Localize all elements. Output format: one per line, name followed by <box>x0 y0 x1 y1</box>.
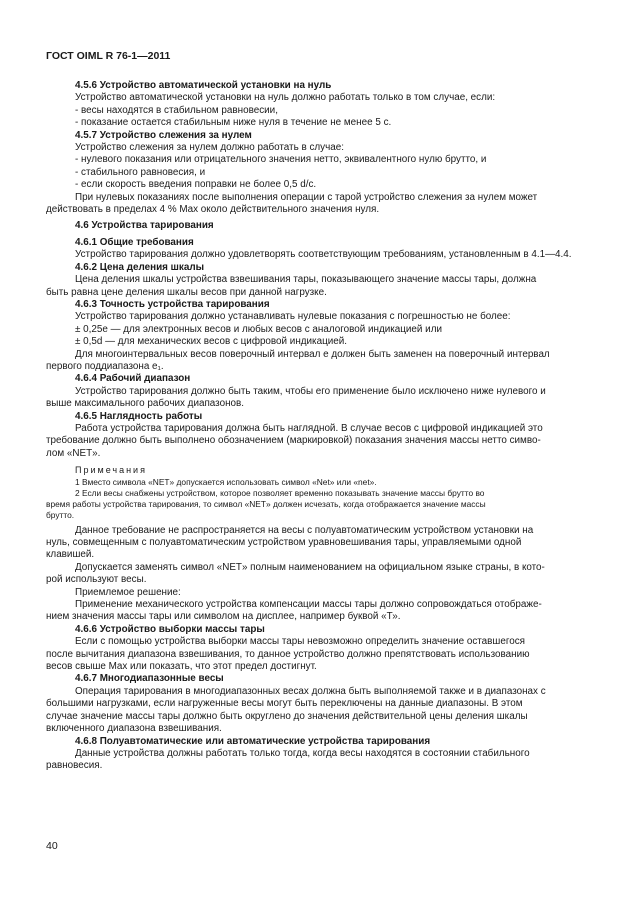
text-line: равновесия. <box>46 760 103 772</box>
text-line: рой используют весы. <box>46 574 147 586</box>
text-line: Устройство слежения за нулем должно работать в случае: <box>75 142 344 154</box>
text-line: первого поддиапазона e₁. <box>46 360 164 372</box>
text-line: действовать в пределах 4 % Max около действительного значения нуля. <box>46 204 380 216</box>
section-heading: 4.6.3 Точность устройства тарирования <box>75 298 270 310</box>
section-heading: 4.6.7 Многодиапазонные весы <box>75 673 224 685</box>
text-line: после вычитания диапазона взвешивания, то данное устройство должно препятствовать использованию <box>46 648 530 660</box>
text-line: - показание остается стабильным ниже нуля в течение не менее 5 с. <box>75 117 392 129</box>
text-line: При нулевых показаниях после выполнения операции с тарой устройство слежения за нулем может <box>75 191 538 203</box>
text-line: Устройство тарирования должно быть таким, чтобы его применение было исключено ниже нулевого и <box>75 385 546 397</box>
text-line: включенного диапазона взвешивания. <box>46 723 222 735</box>
text-line: - если скорость введения поправки не более 0,5 d/c. <box>75 179 317 191</box>
section-heading: 4.6.1 Общие требования <box>75 236 194 248</box>
text-line: Устройство автоматической установки на нуль должно работать только в том случае, если: <box>75 92 496 104</box>
text-line: Цена деления шкалы устройства взвешивания тары, показывающего значение массы тары, должна <box>75 274 537 286</box>
text-line: Применение механического устройства компенсации массы тары должно сопровождаться отображе- <box>75 599 542 611</box>
document-body <box>46 80 587 773</box>
notes-heading: Примечания <box>75 465 147 476</box>
text-line: Допускается заменять символ «NET» полным наименованием на официальном языке страны, в кото- <box>75 561 545 573</box>
section-heading: 4.6.6 Устройство выборки массы тары <box>75 623 265 635</box>
section-heading: 4.6.4 Рабочий диапазон <box>75 373 191 385</box>
note-line: время работы устройства тарирования, то символ «NET» должен исчезать, когда отображается значение массы <box>46 498 486 509</box>
text-line: нием значения массы тары или символом на дисплее, например буквой «Т». <box>46 611 401 623</box>
section-heading: 4.5.7 Устройство слежения за нулем <box>75 129 252 141</box>
section-heading: 4.6.2 Цена деления шкалы <box>75 261 205 273</box>
text-line: - стабильного равновесия, и <box>75 166 206 178</box>
text-line: Для многоинтервальных весов поверочный интервал e должен быть заменен на поверочный интервал <box>75 348 550 360</box>
text-line: весов свыше Max или показать, что этот предел достигнут. <box>46 661 317 673</box>
text-line: нуль, совмещенным с полуавтоматическим устройством уравновешивания тары, управляемыми одной <box>46 537 522 548</box>
section-heading: 4.6.5 Наглядность работы <box>75 410 203 422</box>
text-line: лом «NET». <box>46 447 101 459</box>
text-line: клавишей. <box>46 549 95 561</box>
text-line: ± 0,25e — для электронных весов и любых весов с аналоговой индикацией или <box>75 323 442 335</box>
text-line: Работа устройства тарирования должна быть наглядной. В случае весов с цифровой индикацией это <box>75 422 543 434</box>
text-line: большими нагрузками, если нагруженные весы могут быть переключены на данные диапазоны. В этом <box>46 698 523 710</box>
text-line: - весы находятся в стабильном равновесии, <box>75 104 278 116</box>
note-line: 2 Если весы снабжены устройством, которое позволяет временно показывать значение массы брутто во <box>75 487 485 498</box>
text-line: - нулевого показания или отрицательного значения нетто, эквивалентного нулю брутто, и <box>75 154 487 166</box>
note-line: 1 Вместо символа «NET» допускается использовать символ «Net» или «net». <box>75 476 377 487</box>
text-line: быть равна цене деления шкалы весов при данной нагрузке. <box>46 286 327 298</box>
page-number: 40 <box>46 840 58 852</box>
section-heading: 4.5.6 Устройство автоматической установки на нуль <box>75 80 332 91</box>
text-line: случае значение массы тары должно быть округлено до значения действительной цены деления шкалы <box>46 710 528 722</box>
text-line: Устройство тарирования должно устанавливать нулевые показания с погрешностью не более: <box>75 311 511 323</box>
text-line: выше максимального рабочих диапазонов. <box>46 398 245 410</box>
note-line: брутто. <box>46 509 75 520</box>
text-line: Данные устройства должны работать только тогда, когда весы находятся в состоянии стабильного <box>75 747 530 759</box>
text-line: Операция тарирования в многодиапазонных весах должна быть выполняемой также и в диапазонах с <box>75 685 546 697</box>
section-heading: 4.6.8 Полуавтоматические или автоматические устройства тарирования <box>75 735 431 747</box>
text-line: Устройство тарирования должно удовлетворять соответствующим требованиям, установленным в 4.1—4.4. <box>75 249 572 261</box>
text-line: ± 0,5d — для механических весов с цифровой индикацией. <box>75 336 348 348</box>
text-line: Данное требование не распространяется на весы с полуавтоматическим устройством установки на <box>75 524 534 536</box>
text-line: Если с помощью устройства выборки массы тары невозможно определить значение оставшегося <box>75 636 525 648</box>
text-line: требование должно быть выполнено обозначением (маркировкой) показания значения массы нетто симво- <box>46 435 541 447</box>
page-header-standard: ГОСТ OIML R 76-1—2011 <box>46 50 171 62</box>
section-heading: 4.6 Устройства тарирования <box>75 220 214 232</box>
text-line: Приемлемое решение: <box>75 586 181 598</box>
